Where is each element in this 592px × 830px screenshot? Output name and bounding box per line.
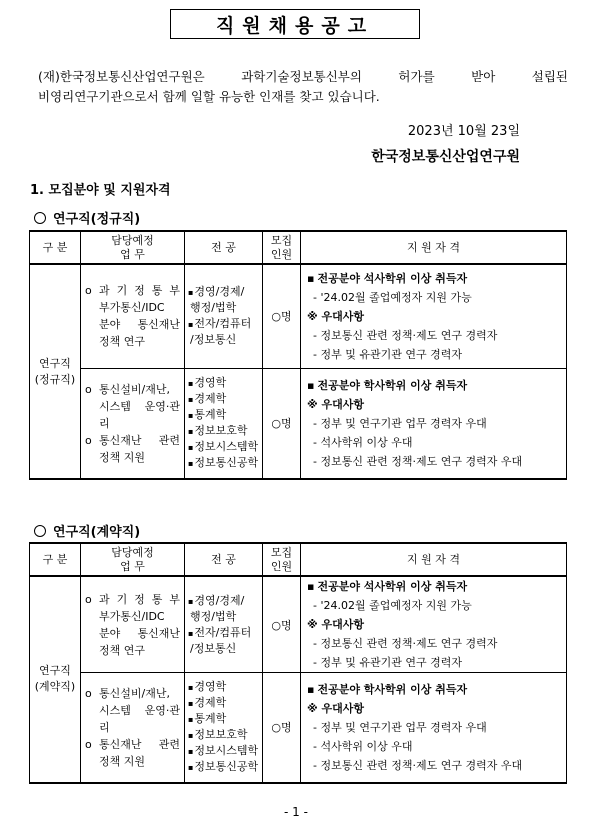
major-item: ▪ 경영/경제/ <box>188 284 262 300</box>
qualification-heading: ▪ 전공분야 학사학위 이상 취득자 <box>307 376 566 395</box>
duty-line <box>85 432 180 449</box>
header-gubun: 구 분 <box>30 231 81 264</box>
category-line: (계약직) <box>34 680 76 694</box>
duty-cell <box>81 576 185 673</box>
intro-paragraph <box>38 67 568 107</box>
duty-line <box>85 685 180 702</box>
duty-marker <box>85 642 99 659</box>
duty-line <box>85 736 180 753</box>
duty-cell <box>81 673 185 783</box>
duty-text: 통신설비/재난, <box>99 686 170 700</box>
qualification-heading: ▪ 전공분야 석사학위 이상 취득자 <box>307 577 566 596</box>
duty-line <box>85 299 180 316</box>
major-item: ▪ 통계학 <box>188 711 262 727</box>
duty-text: 시스템 운영·관리 <box>99 703 180 734</box>
duty-marker: o <box>85 433 92 447</box>
duty-text: 정책 지원 <box>99 450 146 464</box>
duty-text: 부가통신/IDC <box>99 609 165 623</box>
duty-marker <box>85 608 99 625</box>
duty-marker <box>85 333 99 350</box>
duty-line <box>85 333 180 350</box>
duty-cell <box>81 264 185 368</box>
major-item: 행정/법학 <box>190 609 237 623</box>
table-row <box>30 368 567 479</box>
duty-marker: o <box>85 686 92 700</box>
duty-text: 분야 통신재난 <box>99 626 180 640</box>
qualification-detail: - 정부 및 연구기관 업무 경력자 우대 <box>313 720 487 734</box>
category-cell <box>30 264 81 479</box>
qualification-detail: - '24.02월 졸업예정자 지원 가능 <box>313 290 472 304</box>
subsection-title-regular <box>34 208 140 227</box>
duty-cell <box>81 368 185 479</box>
recruitment-table-regular <box>29 230 567 480</box>
headcount-cell: ○명 <box>263 264 301 368</box>
table-row <box>30 673 567 783</box>
qualification-heading: ※ 우대사항 <box>307 618 365 631</box>
major-item: ▪ 정보보호학 <box>188 423 262 439</box>
headcount-cell: ○명 <box>263 576 301 673</box>
duty-text: 정책 연구 <box>99 643 146 657</box>
duty-line <box>85 753 180 770</box>
qualification-heading: ※ 우대사항 <box>307 701 365 715</box>
major-cell <box>185 368 263 479</box>
category-line: 연구직 <box>39 664 71 678</box>
header-count-line: 모집 <box>270 233 293 247</box>
qualification-heading: ▪ 전공분야 석사학위 이상 취득자 <box>307 269 566 288</box>
qualification-detail: - 정부 및 유관기관 연구 경력자 <box>313 347 462 361</box>
table-row <box>30 264 567 368</box>
duty-text: 시스템 운영·관리 <box>99 399 180 430</box>
header-gubun: 구 분 <box>30 543 81 576</box>
duty-line <box>85 591 180 608</box>
header-count-line: 모집 <box>270 545 293 559</box>
duty-text: 분야 통신재난 <box>99 318 180 332</box>
duty-marker <box>85 702 99 736</box>
major-item: ▪ 경제학 <box>188 695 262 711</box>
document-title: 직원채용공고 <box>170 9 420 39</box>
subsection-title-text: 연구직(정규직) <box>53 212 141 227</box>
duty-line <box>85 608 180 625</box>
qualification-detail: - 정보통신 관련 정책·제도 연구 경력자 우대 <box>313 758 523 772</box>
duty-line <box>85 316 180 333</box>
header-count-line: 인원 <box>270 247 293 261</box>
qualification-detail: - '24.02월 졸업예정자 지원 가능 <box>313 599 472 612</box>
duty-text: 과 기 정 통 부 <box>99 592 180 606</box>
circle-bullet-icon <box>34 525 46 537</box>
qualification-cell <box>301 673 567 783</box>
table-row <box>30 576 567 673</box>
category-line: 연구직 <box>39 356 71 370</box>
major-item: ▪ 통계학 <box>188 407 262 423</box>
duty-text: 부가통신/IDC <box>99 301 165 315</box>
duty-marker <box>85 449 99 466</box>
header-count <box>263 543 301 576</box>
header-duty-line: 업 무 <box>120 559 145 573</box>
qualification-heading: ※ 우대사항 <box>307 309 365 323</box>
header-major: 전 공 <box>185 543 263 576</box>
duty-text: 통신재난 관련 <box>99 433 180 447</box>
duty-marker: o <box>85 592 92 606</box>
major-cell <box>185 264 263 368</box>
page-number: - 1 - <box>284 805 308 819</box>
duty-marker: o <box>85 382 92 396</box>
header-qualification: 지 원 자 격 <box>301 543 567 576</box>
qualification-heading: ※ 우대사항 <box>307 397 365 411</box>
major-cell <box>185 576 263 673</box>
major-item: ▪ 전자/컴퓨터 <box>188 316 262 332</box>
headcount-cell: ○명 <box>263 673 301 783</box>
header-duty-line: 업 무 <box>120 247 145 261</box>
announcement-date: 2023년 10월 23일 <box>407 124 520 139</box>
circle-bullet-icon <box>34 212 46 224</box>
table-header-row <box>30 543 567 576</box>
duty-marker <box>85 753 99 770</box>
qualification-cell <box>301 576 567 673</box>
duty-text: 통신설비/재난, <box>99 382 170 396</box>
header-duty <box>81 231 185 264</box>
duty-line <box>85 449 180 466</box>
duty-text: 정책 지원 <box>99 754 146 768</box>
major-item: ▪ 전자/컴퓨터 <box>188 625 262 641</box>
major-item: /정보통신 <box>190 333 237 347</box>
duty-line <box>85 282 180 299</box>
duty-text: 정책 연구 <box>99 335 146 349</box>
intro-line-2: 비영리연구기관으로서 함께 일할 유능한 인재를 찾고 있습니다. <box>38 89 380 104</box>
duty-line <box>85 642 180 659</box>
category-line: (정규직) <box>34 372 76 386</box>
major-item: ▪ 경영/경제/ <box>188 593 262 609</box>
duty-marker <box>85 299 99 316</box>
major-item: ▪ 경영학 <box>188 375 262 391</box>
qualification-detail: - 석사학위 이상 우대 <box>313 739 413 753</box>
header-major: 전 공 <box>185 231 263 264</box>
duty-line <box>85 625 180 642</box>
qualification-detail: - 정부 및 유관기관 연구 경력자 <box>313 656 462 669</box>
major-item: ▪ 정보보호학 <box>188 727 262 743</box>
duty-marker <box>85 398 99 432</box>
header-count-line: 인원 <box>270 559 293 573</box>
duty-line <box>85 398 180 432</box>
header-duty <box>81 543 185 576</box>
qualification-detail: - 석사학위 이상 우대 <box>313 435 413 449</box>
recruitment-table-contract <box>29 542 567 784</box>
duty-text: 통신재난 관련 <box>99 737 180 751</box>
duty-marker <box>85 316 99 333</box>
major-item: ▪ 정보시스템학 <box>188 439 262 455</box>
duty-marker <box>85 625 99 642</box>
section-heading: 1. 모집분야 및 지원자격 <box>30 183 171 198</box>
major-item: ▪ 정보통신공학 <box>188 455 262 471</box>
duty-line <box>85 702 180 736</box>
major-item: ▪ 정보통신공학 <box>188 759 262 775</box>
table-header-row <box>30 231 567 264</box>
duty-text: 과 기 정 통 부 <box>99 284 180 298</box>
qualification-cell <box>301 264 567 368</box>
qualification-heading: ▪ 전공분야 학사학위 이상 취득자 <box>307 680 566 699</box>
qualification-detail: - 정보통신 관련 정책·제도 연구 경력자 <box>313 328 498 342</box>
major-item: /정보통신 <box>190 641 237 655</box>
major-cell <box>185 673 263 783</box>
organization-name: 한국정보통신산업연구원 <box>371 149 520 165</box>
duty-marker: o <box>85 737 92 751</box>
major-item: ▪ 경영학 <box>188 679 262 695</box>
intro-line-1: (재)한국정보통신산업연구원은 과학기술정보통신부의 허가를 받아 설립된 <box>38 69 568 84</box>
major-item: 행정/법학 <box>190 301 237 315</box>
subsection-title-text: 연구직(계약직) <box>53 525 141 540</box>
qualification-cell <box>301 368 567 479</box>
subsection-title-contract <box>34 521 140 540</box>
major-item: ▪ 경제학 <box>188 391 262 407</box>
headcount-cell: ○명 <box>263 368 301 479</box>
header-duty-line: 담당예정 <box>111 545 154 559</box>
duty-line <box>85 381 180 398</box>
header-qualification: 지 원 자 격 <box>301 231 567 264</box>
header-duty-line: 담당예정 <box>111 233 154 247</box>
qualification-detail: - 정보통신 관련 정책·제도 연구 경력자 <box>313 637 498 650</box>
qualification-detail: - 정보통신 관련 정책·제도 연구 경력자 우대 <box>313 454 523 468</box>
duty-marker: o <box>85 284 92 298</box>
major-item: ▪ 정보시스템학 <box>188 743 262 759</box>
header-count <box>263 231 301 264</box>
qualification-detail: - 정부 및 연구기관 업무 경력자 우대 <box>313 416 487 430</box>
category-cell <box>30 576 81 783</box>
